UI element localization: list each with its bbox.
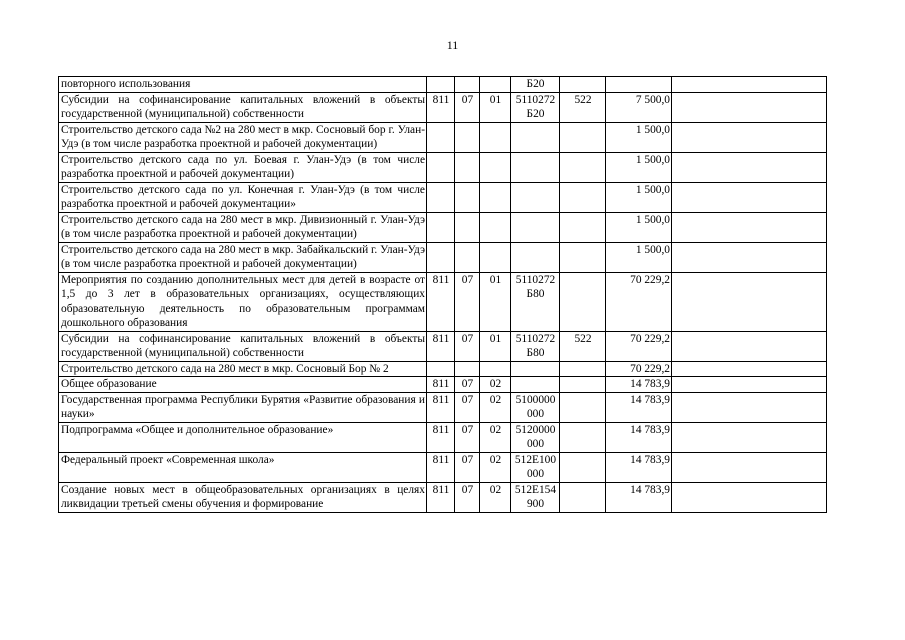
row-target-cell: 5110272 Б80: [511, 331, 560, 361]
row-name-cell: Строительство детского сада на 280 мест в мкр. Сосновый Бор № 2: [59, 361, 427, 377]
row-target-cell: 512E100 000: [511, 452, 560, 482]
row-code-cell: [427, 212, 455, 242]
row-empty-cell: [672, 361, 827, 377]
row-name-cell: Строительство детского сада по ул. Конечная г. Улан-Удэ (в том числе разработка проектной и рабочей документации»: [59, 182, 427, 212]
row-target-cell: [511, 152, 560, 182]
row-subsection-cell: [480, 361, 511, 377]
row-subsection-cell: [480, 212, 511, 242]
row-empty-cell: [672, 242, 827, 272]
row-empty-cell: [672, 331, 827, 361]
row-type-cell: [560, 392, 606, 422]
row-target-cell: Б20: [511, 77, 560, 93]
row-code-cell: [427, 182, 455, 212]
table-row: [59, 152, 827, 182]
row-empty-cell: [672, 272, 827, 331]
row-section-cell: [455, 77, 480, 93]
row-code-cell: 811: [427, 422, 455, 452]
row-type-cell: [560, 361, 606, 377]
table-row: [59, 272, 827, 331]
table-row: [59, 331, 827, 361]
row-code-cell: 811: [427, 92, 455, 122]
table-row: [59, 122, 827, 152]
row-subsection-cell: 02: [480, 392, 511, 422]
row-subsection-cell: 02: [480, 377, 511, 393]
row-target-cell: [511, 361, 560, 377]
row-name-cell: Мероприятия по созданию дополнительных мест для детей в возрасте от 1,5 до 3 лет в образовательных организациях, осуществляющих образовательную деятельность по образовательным программам дошкольного образования: [59, 272, 427, 331]
row-section-cell: [455, 361, 480, 377]
row-amount-cell: 14 783,9: [606, 377, 672, 393]
row-subsection-cell: 02: [480, 422, 511, 452]
row-empty-cell: [672, 482, 827, 512]
table-row: [59, 92, 827, 122]
row-code-cell: 811: [427, 452, 455, 482]
row-amount-cell: 1 500,0: [606, 152, 672, 182]
table-row: [59, 212, 827, 242]
row-empty-cell: [672, 152, 827, 182]
row-section-cell: [455, 152, 480, 182]
row-section-cell: [455, 212, 480, 242]
row-type-cell: 522: [560, 331, 606, 361]
row-code-cell: [427, 361, 455, 377]
row-type-cell: [560, 482, 606, 512]
row-type-cell: [560, 452, 606, 482]
row-amount-cell: 7 500,0: [606, 92, 672, 122]
row-amount-cell: 14 783,9: [606, 452, 672, 482]
row-code-cell: [427, 152, 455, 182]
row-target-cell: [511, 377, 560, 393]
table-row: [59, 242, 827, 272]
row-section-cell: 07: [455, 377, 480, 393]
row-amount-cell: 70 229,2: [606, 272, 672, 331]
row-section-cell: [455, 182, 480, 212]
row-section-cell: 07: [455, 92, 480, 122]
row-amount-cell: 1 500,0: [606, 242, 672, 272]
row-code-cell: [427, 122, 455, 152]
row-amount-cell: 1 500,0: [606, 122, 672, 152]
row-subsection-cell: [480, 122, 511, 152]
row-code-cell: 811: [427, 392, 455, 422]
row-subsection-cell: 02: [480, 482, 511, 512]
row-amount-cell: 1 500,0: [606, 182, 672, 212]
row-target-cell: 512E154 900: [511, 482, 560, 512]
row-subsection-cell: 01: [480, 331, 511, 361]
row-name-cell: Строительство детского сада №2 на 280 мест в мкр. Сосновый бор г. Улан-Удэ (в том числе разработка проектной и рабочей документации): [59, 122, 427, 152]
row-type-cell: [560, 272, 606, 331]
row-type-cell: [560, 377, 606, 393]
row-subsection-cell: 02: [480, 452, 511, 482]
table-row: [59, 392, 827, 422]
row-target-cell: 5120000 000: [511, 422, 560, 452]
row-type-cell: [560, 422, 606, 452]
row-code-cell: 811: [427, 482, 455, 512]
row-empty-cell: [672, 122, 827, 152]
budget-table: [58, 76, 827, 513]
row-amount-cell: 1 500,0: [606, 212, 672, 242]
row-empty-cell: [672, 92, 827, 122]
page-number: 11: [446, 38, 459, 52]
row-empty-cell: [672, 212, 827, 242]
row-target-cell: [511, 242, 560, 272]
row-subsection-cell: [480, 77, 511, 93]
row-name-cell: повторного использования: [59, 77, 427, 93]
row-subsection-cell: 01: [480, 92, 511, 122]
row-name-cell: Государственная программа Республики Бурятия «Развитие образования и науки»: [59, 392, 427, 422]
row-code-cell: 811: [427, 331, 455, 361]
row-type-cell: [560, 77, 606, 93]
row-target-cell: 5110272 Б20: [511, 92, 560, 122]
row-empty-cell: [672, 377, 827, 393]
row-empty-cell: [672, 452, 827, 482]
row-target-cell: [511, 182, 560, 212]
row-name-cell: Строительство детского сада по ул. Боевая г. Улан-Удэ (в том числе разработка проектной и рабочей документации): [59, 152, 427, 182]
table-row: [59, 452, 827, 482]
row-name-cell: Создание новых мест в общеобразовательных организациях в целях ликвидации третьей смены обучения и формирование: [59, 482, 427, 512]
table-row: [59, 377, 827, 393]
row-section-cell: 07: [455, 422, 480, 452]
row-section-cell: 07: [455, 392, 480, 422]
row-type-cell: 522: [560, 92, 606, 122]
row-amount-cell: 14 783,9: [606, 482, 672, 512]
row-name-cell: Строительство детского сада на 280 мест в мкр. Забайкальский г. Улан-Удэ (в том числе разработка проектной и рабочей документации): [59, 242, 427, 272]
row-section-cell: 07: [455, 482, 480, 512]
table-row: [59, 422, 827, 452]
table-row: [59, 77, 827, 93]
row-empty-cell: [672, 392, 827, 422]
row-amount-cell: [606, 77, 672, 93]
row-target-cell: [511, 212, 560, 242]
row-target-cell: [511, 122, 560, 152]
row-amount-cell: 70 229,2: [606, 331, 672, 361]
row-section-cell: [455, 242, 480, 272]
row-type-cell: [560, 242, 606, 272]
row-target-cell: 5110272 Б80: [511, 272, 560, 331]
row-empty-cell: [672, 77, 827, 93]
row-section-cell: [455, 122, 480, 152]
row-type-cell: [560, 212, 606, 242]
row-amount-cell: 70 229,2: [606, 361, 672, 377]
row-code-cell: [427, 77, 455, 93]
row-name-cell: Общее образование: [59, 377, 427, 393]
row-name-cell: Строительство детского сада на 280 мест в мкр. Дивизионный г. Улан-Удэ (в том числе разработка проектной и рабочей документации): [59, 212, 427, 242]
row-subsection-cell: [480, 242, 511, 272]
row-type-cell: [560, 182, 606, 212]
row-target-cell: 5100000 000: [511, 392, 560, 422]
row-section-cell: 07: [455, 331, 480, 361]
table-row: [59, 482, 827, 512]
row-type-cell: [560, 152, 606, 182]
row-code-cell: [427, 242, 455, 272]
row-name-cell: Подпрограмма «Общее и дополнительное образование»: [59, 422, 427, 452]
row-empty-cell: [672, 422, 827, 452]
row-section-cell: 07: [455, 452, 480, 482]
row-subsection-cell: [480, 182, 511, 212]
row-subsection-cell: 01: [480, 272, 511, 331]
row-amount-cell: 14 783,9: [606, 422, 672, 452]
row-empty-cell: [672, 182, 827, 212]
row-section-cell: 07: [455, 272, 480, 331]
table-body: [59, 77, 827, 513]
row-name-cell: Субсидии на софинансирование капитальных вложений в объекты государственной (муниципальной) собственности: [59, 331, 427, 361]
table-row: [59, 361, 827, 377]
row-type-cell: [560, 122, 606, 152]
table-row: [59, 182, 827, 212]
row-name-cell: Федеральный проект «Современная школа»: [59, 452, 427, 482]
row-subsection-cell: [480, 152, 511, 182]
row-code-cell: 811: [427, 272, 455, 331]
row-amount-cell: 14 783,9: [606, 392, 672, 422]
row-name-cell: Субсидии на софинансирование капитальных вложений в объекты государственной (муниципальной) собственности: [59, 92, 427, 122]
row-code-cell: 811: [427, 377, 455, 393]
